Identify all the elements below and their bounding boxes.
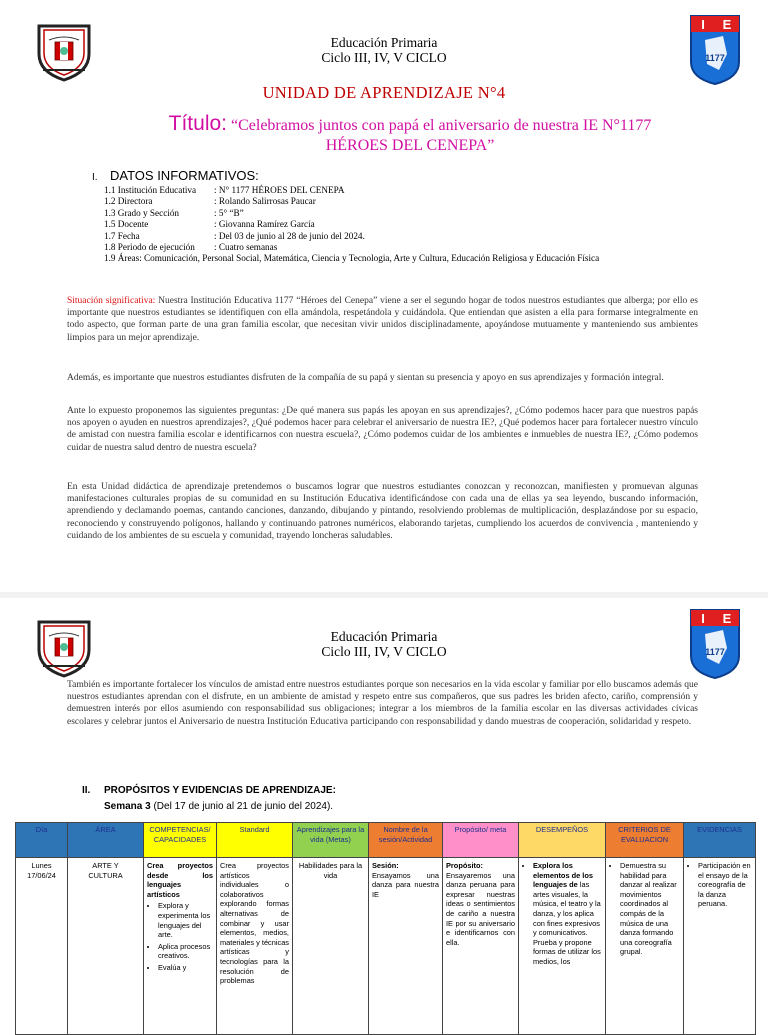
svg-text:1177: 1177 xyxy=(705,53,725,63)
datos-informativos-list xyxy=(104,185,599,265)
titulo-line-2: HÉROES DEL CENEPA” xyxy=(325,137,495,154)
sesion-text: Ensayamos una danza para nuestra IE xyxy=(372,870,439,899)
list-item: • Demuestra su habilidad para danzar al realizar movimientos coordinados al compás de la música de una danza formando una coreografía grupal. xyxy=(620,861,680,957)
svg-text:1177: 1177 xyxy=(705,647,725,657)
svg-text:E: E xyxy=(722,17,732,32)
info-value: : Rolando Salirrosas Paucar xyxy=(214,196,316,207)
area-line-1: ARTE Y xyxy=(92,861,119,870)
unit-title-block xyxy=(110,114,710,156)
info-value: : Cuatro semanas xyxy=(214,242,278,253)
paragraph-preguntas: Ante lo expuesto proponemos las siguientes preguntas: ¿De qué manera sus papás les apoyan en sus aprendizajes?, ¿Cómo podemos hacer para que nuestros papás nos apoyen o ayuden en nuestros aprendizajes?, ¿Qué podemos hacer para celebrar el aniversario de nuestra IE?, ¿Qué podemos hacer para fortalecer nuestro vínculo de amistad con nuestra familia escolar e identificarnos con nuestra escuela?, ¿Cómo podemos cuidar de los ambientes e inmuebles de nuestra IE?, ¿Cómo podemos cuidar de nuestra salud dentro de nuestra escuela? xyxy=(67,406,698,453)
unit-title: UNIDAD DE APRENDIZAJE N°4 xyxy=(262,83,506,102)
section-1-title: DATOS INFORMATIVOS: xyxy=(110,168,259,183)
ie-1177-logo xyxy=(687,14,743,86)
info-row xyxy=(104,219,599,230)
cell-standard: Crea proyectos artísticos individuales o colaborativos explorando formas alternativas de combinar y usar elementos, medios, materiales y técnicas artísticas y tecnologías para la resolución de problemas xyxy=(217,858,293,1035)
info-value: : 5° “B” xyxy=(214,207,244,218)
info-value: : Del 03 de junio al 28 de junio del 2024. xyxy=(214,230,365,241)
info-label: 1.2 Directora xyxy=(104,196,153,207)
section-1-heading xyxy=(92,168,259,183)
cell-evidencias xyxy=(684,858,756,1035)
info-label: 1.7 Fecha xyxy=(104,230,140,241)
evidencias-list xyxy=(687,861,752,909)
col-header-evidencias: EVIDENCIAS xyxy=(684,823,756,858)
situacion-significativa xyxy=(67,295,698,344)
semana-line xyxy=(104,801,333,812)
ugel-crest-logo xyxy=(33,20,95,82)
paragraph-ademas: Además, es importante que nuestros estudiantes disfruten de la compañía de su papá y sientan su presencia y apoyo en sus aprendizajes y formación integral. xyxy=(67,373,664,383)
section-2-heading xyxy=(82,785,336,796)
list-item: • Evalúa y xyxy=(158,963,213,973)
info-row xyxy=(104,185,599,196)
dia-day: Lunes xyxy=(31,861,52,870)
info-row xyxy=(104,196,599,207)
proposito-label: Propósito: xyxy=(446,861,483,870)
list-item: • Participación en el ensayo de la coreografía de la danza peruana. xyxy=(698,861,752,909)
svg-text:I: I xyxy=(701,17,705,32)
col-header-competencias: COMPETENCIAS/ CAPACIDADES xyxy=(144,823,217,858)
info-row xyxy=(104,231,599,242)
col-header-sesion: Nombre de la sesión/Actividad xyxy=(369,823,443,858)
desempenos-list xyxy=(522,861,602,967)
list-item: • Explora y experimenta los lenguajes del arte. xyxy=(158,901,213,939)
cell-area xyxy=(68,858,144,1035)
svg-text:I: I xyxy=(701,611,705,626)
section-2-title: PROPÓSITOS Y EVIDENCIAS DE APRENDIZAJE: xyxy=(104,785,336,796)
cell-dia xyxy=(16,858,68,1035)
table-row xyxy=(16,858,756,1035)
sesion-label: Sesión: xyxy=(372,861,399,870)
info-areas: 1.9 Áreas: Comunicación, Personal Social, Matemática, Ciencia y Tecnologia, Arte y Cultura, Educación Religiosa y Educación Física xyxy=(104,253,600,264)
col-header-criterios: CRITERIOS DE EVALUACION xyxy=(606,823,684,858)
svg-text:E: E xyxy=(722,611,732,626)
cell-desempenos xyxy=(519,858,606,1035)
capacidades-list xyxy=(147,901,213,972)
col-header-proposito: Propósito/ meta xyxy=(443,823,519,858)
info-row xyxy=(104,242,599,253)
situacion-text: Nuestra Institución Educativa 1177 “Héroes del Cenepa” viene a ser el segundo hogar de todos nuestros estudiantes que alberga; por ello es importante que nuestros estudiantes se identifiquen con ella amándola, respetándola y cuidándola. Que entiendan que asisten a ella para formarse integralmente en todo aspecto, que forman parte de una gran familia escolar, que necesitan vivir unidos disciplinadamente, apoyándose mutuamente y manteniendo sus ambientes limpios para un mejor aprendizaje. xyxy=(67,296,699,343)
info-value: : Giovanna Ramírez García xyxy=(214,219,315,230)
area-line-2: CULTURA xyxy=(88,870,123,880)
ugel-crest-logo xyxy=(33,616,95,678)
cell-criterios xyxy=(606,858,684,1035)
ie-1177-logo xyxy=(687,608,743,680)
titulo-label: Título: xyxy=(168,112,227,135)
section-2-number: II. xyxy=(82,785,91,796)
info-label: 1.3 Grado y Sección xyxy=(104,207,180,218)
situacion-label: Situación significativa: xyxy=(67,296,156,306)
info-label: 1.1 Institución Educativa xyxy=(104,185,197,195)
cell-sesion xyxy=(369,858,443,1035)
semana-range: (Del 17 de junio al 21 de junio del 2024). xyxy=(150,801,334,812)
paragraph-unidad: En esta Unidad didáctica de aprendizaje pretendemos o buscamos lograr que nuestros estudiantes conozcan y reconozcan, manifiesten y promuevan algunas manifestaciones culturales propias de su comunidad en su Institución Educativa identificándose con cada una de ellas ya sea leyendo, buscando información, aprendiendo y declamando poemas, cantando canciones, danzando, dibujando y pintando, resolviendo problemas de multiplicación, desplazándose por su espacio, reconociendo y construyendo polígonos, hallando y continuando patrones numéricos, elaborando tarjetas, cumpliendo los acuerdos de convivencia , manteniendo y cuidando de los ambientes de su escuela y comunidad, trayendo loncheras saludables. xyxy=(67,482,698,541)
list-item: • Aplica procesos creativos. xyxy=(158,942,213,961)
header-line-2: Ciclo III, IV, V CICLO xyxy=(321,644,447,659)
semana-label: Semana 3 xyxy=(104,801,151,812)
dia-date: 17/06/24 xyxy=(27,870,56,880)
table-header-row xyxy=(16,823,756,858)
col-header-metas: Aprendizajes para la vida (Metas) xyxy=(293,823,369,858)
col-header-standard: Standard xyxy=(217,823,293,858)
header-line-1: Educación Primaria xyxy=(330,629,438,644)
cell-proposito xyxy=(443,858,519,1035)
header-line-2: Ciclo III, IV, V CICLO xyxy=(321,50,447,65)
desempeno-text: las artes visuales, la música, el teatro y la danza, y los aplica con fines expresivos y comunicativos. Prueba y propone formas de utilizar los medios, los xyxy=(533,880,601,966)
titulo-line-1: “Celebramos juntos con papá el aniversario de nuestra IE N°1177 xyxy=(231,117,652,134)
header-line-1: Educación Primaria xyxy=(330,35,438,50)
col-header-area: ÁREA xyxy=(68,823,144,858)
cell-competencias xyxy=(144,858,217,1035)
info-label: 1.5 Docente xyxy=(104,219,149,230)
competencia-title: Crea proyectos desde los lenguajes artísticos xyxy=(147,861,213,899)
propositos-table xyxy=(15,822,756,1035)
col-header-desempenos: DESEMPEÑOS xyxy=(519,823,606,858)
info-row xyxy=(104,208,599,219)
info-value: : N° 1177 HÉROES DEL CENEPA xyxy=(214,185,345,195)
desempeno-bold: Explora los elementos de los lenguajes de xyxy=(533,861,593,890)
list-item xyxy=(533,861,602,967)
proposito-text: Ensayaremos una danza peruana para expresar nuestras ideas o sentimientos de cariño a nuestra IE por su aniversario e identificarnos con ella. xyxy=(446,870,515,947)
paragraph-vinculos: También es importante fortalecer los vínculos de amistad entre nuestros estudiantes porque son necesarios en la vida escolar y familiar por ello buscamos además que nuestros estudiantes aprendan con el disfrute, en un ambiente de amistad y respeto entre sus compañeros, que sus padres les briden afecto, cariño, comprensión y demuestren interés por ellos asumiendo con responsabilidad sus obligaciones; integrar a los miembros de la familia escolar en las diversas actividades cívicas escolares y celebrar juntos el Aniversario de nuestra Institución Educativa participando con responsabilidad y dando muestras de cooperación, solidaridad y respeto. xyxy=(67,680,698,727)
col-header-dia: Día xyxy=(16,823,68,858)
cell-metas: Habilidades para la vida xyxy=(293,858,369,1035)
criterios-list xyxy=(609,861,680,957)
section-1-number: I. xyxy=(92,172,98,183)
info-label: 1.8 Periodo de ejecución xyxy=(104,242,195,253)
